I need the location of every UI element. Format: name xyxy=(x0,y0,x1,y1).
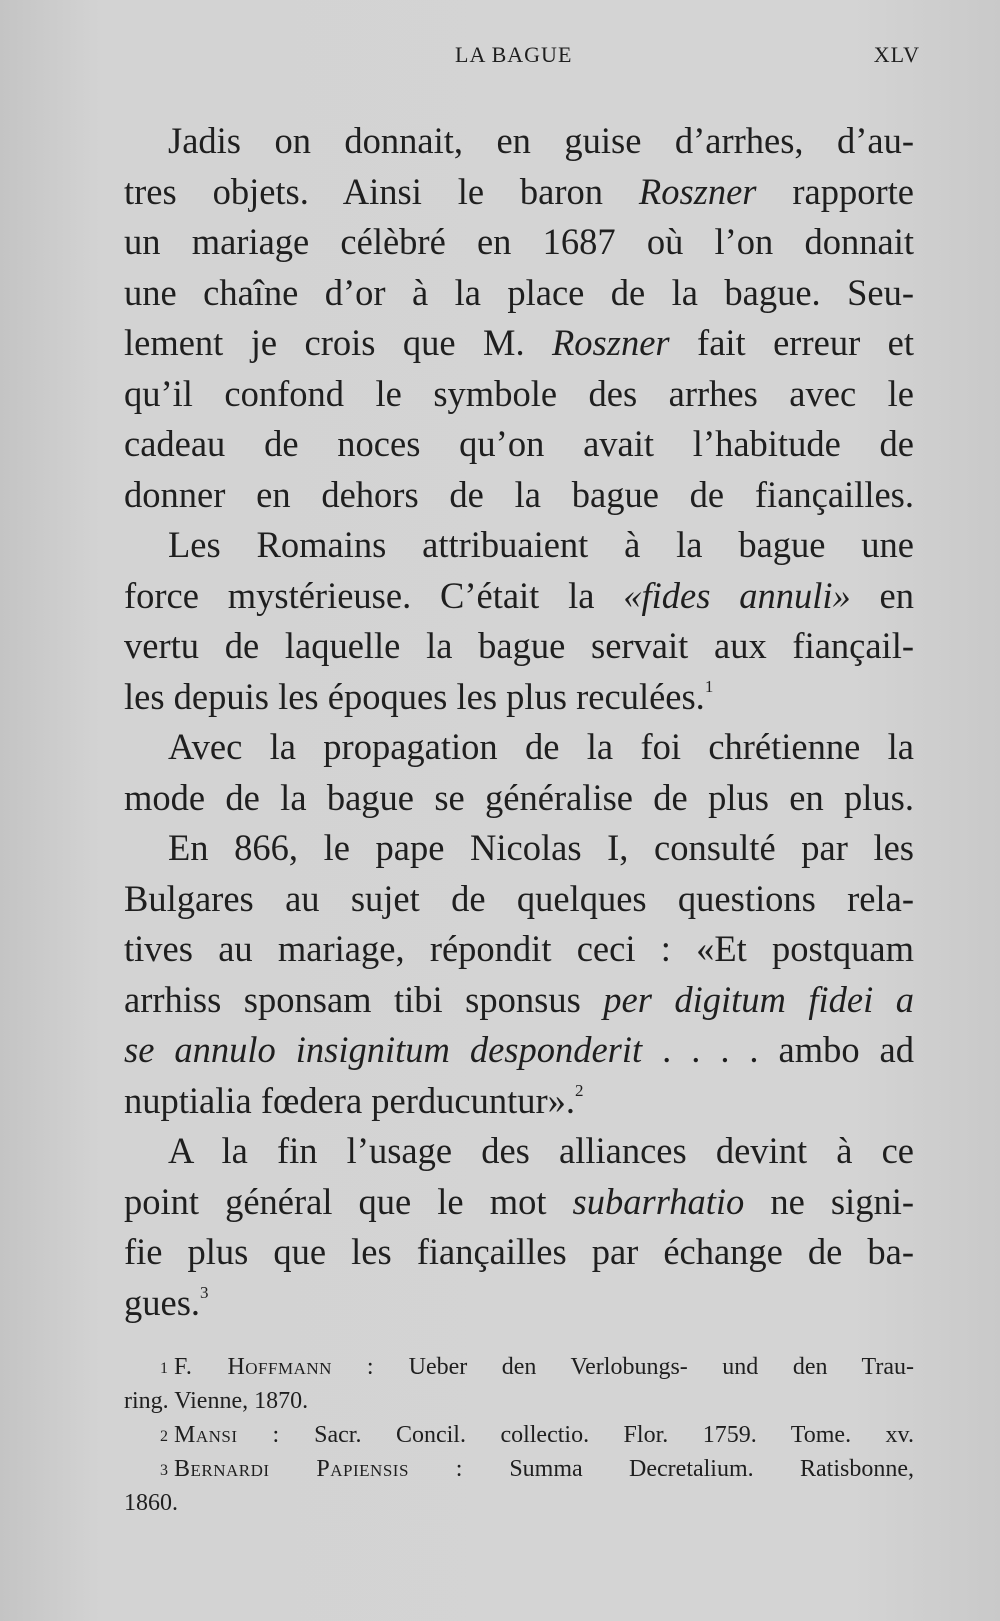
page-number: XLV xyxy=(873,42,920,67)
text-line: A la fin l’usage des alliances devint à ce xyxy=(168,1130,914,1171)
footnote-ref: 1 xyxy=(704,676,714,696)
text-line: Bulgares au sujet de quelques questions rela- xyxy=(124,877,914,919)
footnote-3: $^3$ Bernardi Papiensis : Summa Decretalium. Ratisbonne, xyxy=(160,1456,915,1482)
name-roszner: Roszner xyxy=(552,322,670,363)
latin-term: subarrhatio xyxy=(572,1180,745,1222)
text-line: nuptialia fœdera perducuntur».$^2$ xyxy=(124,1079,584,1121)
latin-quote: per digitum fidei a xyxy=(603,978,914,1020)
text-line: vertu de laquelle la bague servait aux fiançail- xyxy=(124,625,914,666)
footnote-1-cont: ring. Vienne, 1870. xyxy=(124,1388,309,1414)
text-line: lement je crois que M. Roszner fait erreur et xyxy=(124,322,914,363)
text-line: arrhiss sponsam tibi sponsus per digitum fidei a xyxy=(124,978,914,1020)
footnote-author: Mansi : xyxy=(174,1422,280,1448)
footnote-author: Bernardi Papiensis : xyxy=(174,1456,463,1482)
footnote-2: $^2$ Mansi : Sacr. Concil. collectio. Flor. 1759. Tome. xv. xyxy=(160,1422,914,1448)
text-line: Avec la propagation de la foi chrétienne la xyxy=(168,726,914,767)
text-line: point général que le mot subarrhatio ne signi- xyxy=(124,1180,914,1222)
text-line: une chaîne d’or à la place de la bague. Seu- xyxy=(124,271,914,313)
footnotes xyxy=(124,1350,914,1520)
latin-quote: «fides annuli» xyxy=(623,574,851,616)
text-line: force mystérieuse. C’était la «fides annuli» en xyxy=(124,574,915,616)
text-line: cadeau de noces qu’on avait l’habitude de xyxy=(124,423,914,464)
text-line: les depuis les époques les plus reculées.$^1$ xyxy=(124,675,714,717)
text-line: tives au mariage, répondit ceci : «Et postquam xyxy=(124,928,914,969)
text-line: Jadis on donnait, en guise d’arrhes, d’au- xyxy=(168,120,914,161)
running-title: LA BAGUE xyxy=(455,42,573,67)
running-header xyxy=(0,42,1000,72)
text-line: tres objets. Ainsi le baron Roszner rapporte xyxy=(124,170,914,212)
footnote-ref: 2 xyxy=(575,1080,584,1100)
text-line: un mariage célèbré en 1687 où l’on donnait xyxy=(124,221,914,262)
text-line: se annulo insignitum desponderit . . . . ambo ad xyxy=(124,1029,915,1070)
text-line: En 866, le pape Nicolas I, consulté par les xyxy=(168,827,914,868)
text-line: mode de la bague se généralise de plus en plus. xyxy=(124,776,914,818)
footnote-3-cont: 1860. xyxy=(124,1490,178,1516)
text-line: fie plus que les fiançailles par échange de ba- xyxy=(124,1231,914,1272)
footnote-1: $^1$ F. Hoffmann : Ueber den Verlobungs- und den Trau- xyxy=(160,1354,915,1380)
text-line: qu’il confond le symbole des arrhes avec le xyxy=(124,372,914,414)
footnote-ref: 3 xyxy=(200,1282,209,1302)
text-line: gues.$^3$ xyxy=(124,1281,209,1323)
text-line: donner en dehors de la bague de fiançailles. xyxy=(124,473,914,515)
name-roszner: Roszner xyxy=(638,170,757,212)
body-text xyxy=(124,116,914,1328)
latin-quote: se annulo insignitum desponderit xyxy=(124,1029,643,1070)
text-line: Les Romains attribuaient à la bague une xyxy=(168,524,914,565)
footnote-author: F. Hoffmann : xyxy=(174,1354,375,1380)
